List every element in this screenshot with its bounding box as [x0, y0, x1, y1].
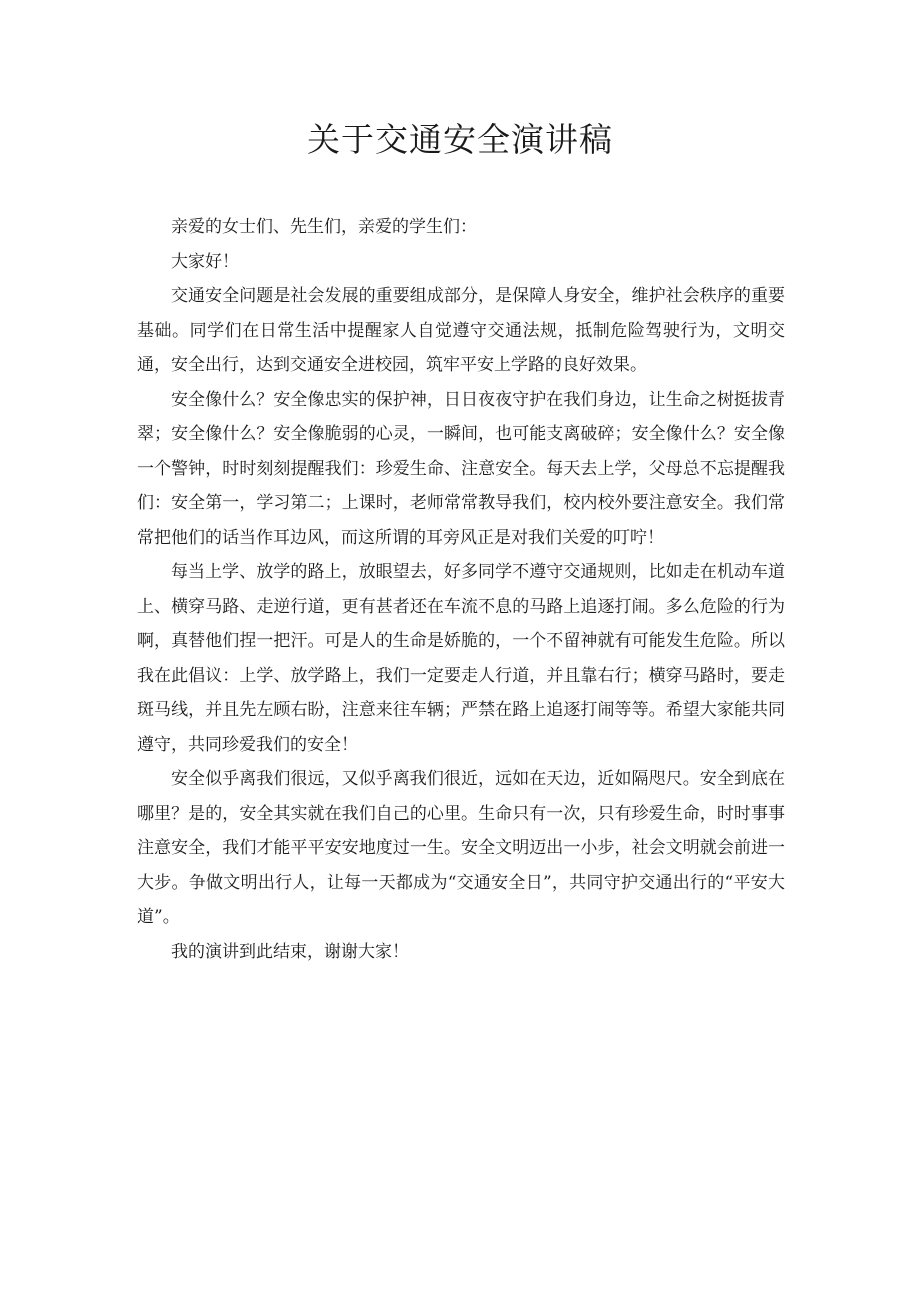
- body-paragraph-3: 每当上学、放学的路上，放眼望去，好多同学不遵守交通规则，比如走在机动车道上、横穿马路、走逆行道，更有甚者还在车流不息的马路上追逐打闹。多么危险的行为啊，真替他们捏一把汗。可是人的生命是娇脆的，一个不留神就有可能发生危险。所以我在此倡议：上学、放学路上，我们一定要走人行道，并且靠右行；横穿马路时，要走斑马线，并且先左顾右盼，注意来往车辆；严禁在路上追逐打闹等等。希望大家能共同遵守，共同珍爱我们的安全！: [137, 562, 785, 755]
- greeting-paragraph: 大家好！: [171, 251, 239, 272]
- closing-paragraph: 我的演讲到此结束，谢谢大家！: [171, 941, 409, 962]
- salutation-paragraph: 亲爱的女士们、先生们，亲爱的学生们：: [171, 217, 477, 237]
- body-paragraph-1: 交通安全问题是社会发展的重要组成部分，是保障人身安全，维护社会秩序的重要基础。同学们在日常生活中提醒家人自觉遵守交通法规，抵制危险驾驶行为，文明交通，安全出行，达到交通安全进校园，筑牢平安上学路的良好效果。: [137, 286, 785, 375]
- speech-body: [137, 210, 785, 969]
- document-title: 关于交通安全演讲稿: [307, 120, 613, 159]
- body-paragraph-2: 安全像什么？安全像忠实的保护神，日日夜夜守护在我们身边，让生命之树挺拔青翠；安全像什么？安全像脆弱的心灵，一瞬间，也可能支离破碎；安全像什么？安全像一个警钟，时时刻刻提醒我们：珍爱生命、注意安全。每天去上学，父母总不忘提醒我们：安全第一，学习第二；上课时，老师常常教导我们，校内校外要注意安全。我们常常把他们的话当作耳边风，而这所谓的耳旁风正是对我们关爱的叮咛！: [137, 389, 785, 548]
- body-paragraph-4: 安全似乎离我们很远，又似乎离我们很近，远如在天边，近如隔咫尺。安全到底在哪里？是的，安全其实就在我们自己的心里。生命只有一次，只有珍爱生命，时时事事注意安全，我们才能平平安安地度过一生。安全文明迈出一小步，社会文明就会前进一大步。争做文明出行人，让每一天都成为“交通安全日”，共同守护交通出行的“平安大道”。: [137, 769, 785, 927]
